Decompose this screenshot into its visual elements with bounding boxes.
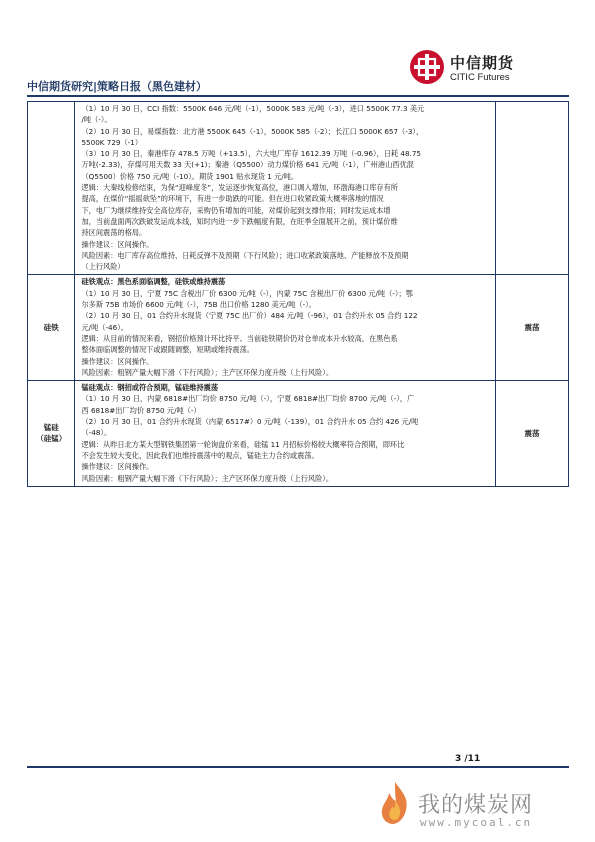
analysis-line: 逻辑：从昨日北方某大型钢铁集团第一轮询盘价来看，硅锰 11 月招标价格较大概率符合预期，即环比 <box>81 439 405 449</box>
outlook-label: 震荡 <box>524 428 540 438</box>
analysis-line: 逻辑：从目前的情况来看，钢招价格预计环比持平。当前硅铁期价仍对仓单成本升水较高，在黑色系 <box>81 333 398 343</box>
analysis-line: 5500K 729（-1） <box>81 137 143 147</box>
analysis-line: 操作建议：区间操作。 <box>81 239 154 249</box>
row-outlook <box>496 275 569 381</box>
header-divider <box>27 95 569 97</box>
strategy-row <box>28 275 569 381</box>
analysis-line: 风险因素：粗钢产量大幅下滑（下行风险）；主产区环保力度升级（上行风险）。 <box>81 367 334 377</box>
analysis-line: 操作建议：区间操作。 <box>81 356 154 366</box>
analysis-line: 操作建议：区间操作。 <box>81 462 154 472</box>
citic-futures-logo <box>410 50 530 90</box>
row-analysis <box>75 381 496 487</box>
strategy-row <box>28 102 569 275</box>
category-sublabel: （硅锰） <box>36 434 67 444</box>
analysis-line: 元/吨（-46）。 <box>81 322 128 332</box>
flame-watermark-icon <box>378 780 412 826</box>
page-header-title: 中信期货研究|策略日报（黑色建材） <box>27 80 208 93</box>
analysis-line: （Q5500）价格 750 元/吨（-10）。期货 1901 贴水现货 1 元/吨。 <box>81 171 299 181</box>
analysis-line: （3）10 月 30 日，秦港库存 478.5 万吨（+13.5），六大电厂库存 1612.39 万吨（-0.96），日耗 48.75 <box>81 149 421 159</box>
analysis-line: 万吨(-2.33)，存煤可用天数 33 天(+1)；秦港（Q5500）动力煤价格 641 元/吨（-1），广州港山西优混 <box>81 160 414 170</box>
analysis-line: 加，当前盘面两次跌破发运成本线，知时内进一步下跌幅度有限，在旺季全面展开之前，预计煤价维 <box>81 216 398 226</box>
analysis-line: 逻辑：大秦线检修结束，为保“迎峰度冬”，发运逐步恢复高位，港口调入增加，环渤海港口库存有所 <box>81 183 398 193</box>
row-analysis <box>75 275 496 381</box>
analysis-line: 风险因素：电厂库存高位维持、日耗反弹不及预期（下行风险）；进口收紧政策落地、产能释放不及预期 <box>81 250 409 260</box>
footer-divider <box>27 766 569 768</box>
outlook-label: 震荡 <box>524 323 540 333</box>
analysis-line: （上行风险） <box>81 262 125 272</box>
analysis-line: （2）10 月 30 日，01 合约升水现货（内蒙 6517#）0 元/吨（-139），01 合约升水 05 合约 426 元/吨 <box>81 417 419 427</box>
citic-logo-icon <box>410 50 444 84</box>
analysis-line: （2）10 月 30 日，01 合约升水现货（宁夏 75C 出厂价）484 元/吨（-96），01 合约升水 05 合约 122 <box>81 311 418 321</box>
logo-chinese-text: 中信期货 <box>450 54 515 72</box>
strategy-row <box>28 381 569 487</box>
analysis-line: （1）10 月 30 日，宁夏 75C 含税出厂价 6300 元/吨（-），内蒙 75C 含税出厂价 6300 元/吨（-）；鄂 <box>81 288 413 298</box>
page-number: 3 /11 <box>455 754 481 764</box>
logo-english-text: CITIC Futures <box>450 72 510 83</box>
row-analysis <box>75 102 496 275</box>
analysis-line: （2）10 月 30 日，易煤指数：北方港 5500K 645（-1），5000K 585（-2）；长江口 5000K 657（-3）， <box>81 126 424 136</box>
analysis-line: 尔多斯 75B 市场价 6600 元/吨（-），75B 出口价格 1280 美元/吨（-）。 <box>81 300 316 310</box>
analysis-line: 持区间震荡的格局。 <box>81 228 147 238</box>
analysis-line: 整体面临调整的情况下或跟随调整，短期或维持震荡。 <box>81 345 254 355</box>
analysis-line: 下，电厂为继续维持安全高位库存，采购仍有增加的可能，对煤价起到支撑作用；同时发运成本增 <box>81 205 391 215</box>
category-label: 锰硅 <box>43 423 59 433</box>
row-outlook <box>496 102 569 275</box>
category-label: 硅铁 <box>43 323 59 333</box>
analysis-line: （-48）。 <box>81 428 112 438</box>
analysis-line: （1）10 月 30 日，CCI 指数：5500K 646 元/吨（-1），5000K 583 元/吨（-3），进口 5500K 77.3 美元 <box>81 104 425 113</box>
analysis-line: （1）10 月 30 日，内蒙 6818#出厂均价 8750 元/吨（-），宁夏 6818#出厂均价 8700 元/吨（-），广 <box>81 394 415 404</box>
analysis-line: 提高，在煤价“摇摇欲坠”的环境下，有进一步助跌的可能。但在进口收紧政策大概率落地的情况 <box>81 194 384 204</box>
analysis-line: 西 6818#出厂均价 8750 元/吨（-） <box>81 405 201 415</box>
watermark-site-name: 我的煤炭网 <box>418 793 534 818</box>
row-outlook <box>496 381 569 487</box>
analysis-heading: 锰硅观点：钢招或符合预期，锰硅维持震荡 <box>81 383 219 393</box>
analysis-line: 风险因素：粗钢产量大幅下滑（下行风险）；主产区环保力度升级（上行风险）。 <box>81 473 334 483</box>
analysis-heading: 硅铁观点：黑色系面临调整，硅铁或维持震荡 <box>81 277 226 287</box>
watermark-site-url: www.mycoal.cn <box>420 816 533 829</box>
row-category <box>28 275 75 381</box>
row-category <box>28 381 75 487</box>
analysis-line: /吨（-）。 <box>81 115 112 125</box>
analysis-line: 不会发生较大变化，因此我们也维持震荡中的观点，锰硅主力合约或震荡。 <box>81 450 319 460</box>
row-category <box>28 102 75 275</box>
strategy-table <box>27 101 569 487</box>
